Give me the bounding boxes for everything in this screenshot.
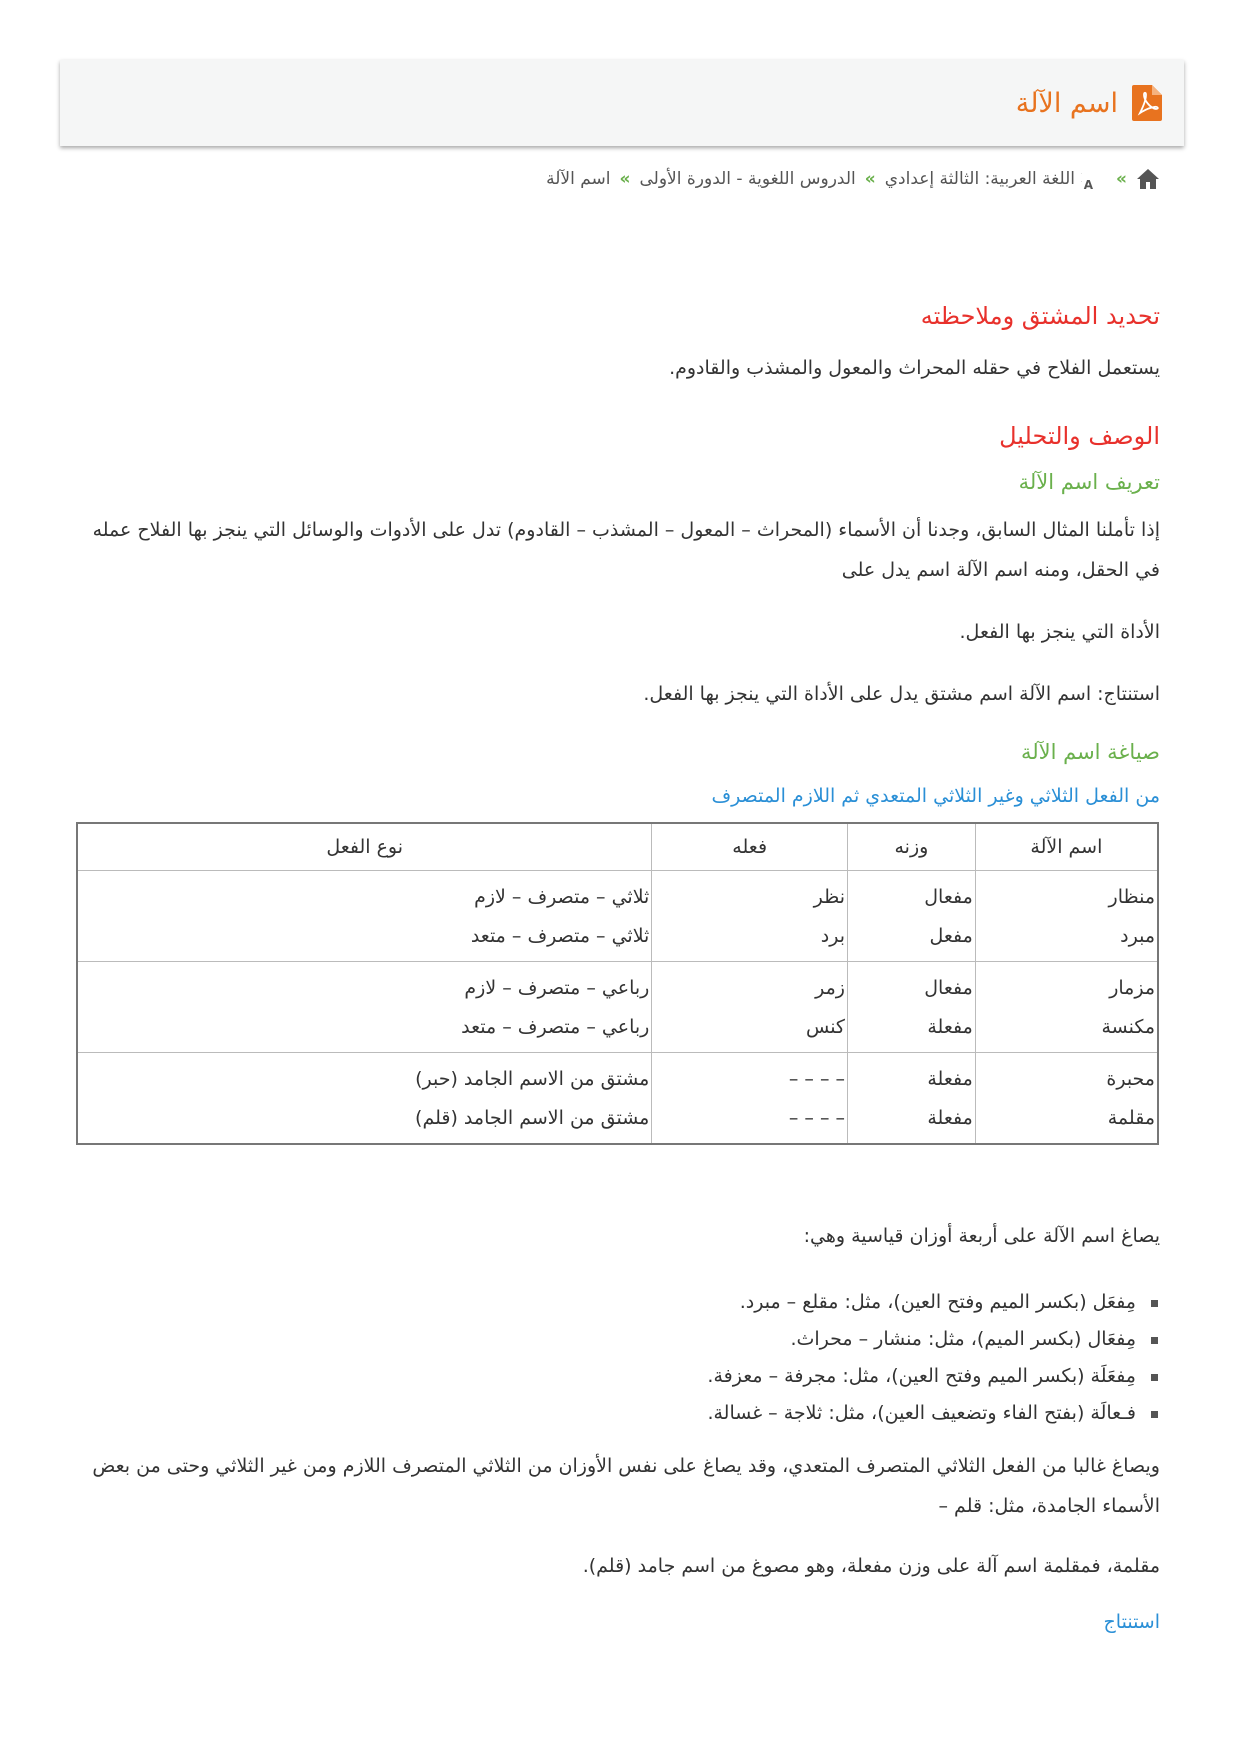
table-cell: مكنسة (975, 1007, 1158, 1053)
subheading-from-verb: من الفعل الثلاثي وغير الثلاثي المتعدي ثم اللازم المتصرف (711, 785, 1160, 807)
table-cell: برد (652, 916, 848, 962)
breadcrumb-separator: » (619, 169, 631, 189)
table-cell: رباعي – متصرف – متعد (77, 1007, 652, 1053)
table-cell: محبرة (975, 1053, 1158, 1099)
table-header: اسم الآلة (975, 823, 1158, 871)
svg-text:A: A (1083, 178, 1094, 190)
table-cell: زمر (652, 962, 848, 1008)
table-header: فعله (652, 823, 848, 871)
machine-noun-table (76, 822, 1159, 1145)
table-cell: مفعال (847, 962, 975, 1008)
table-cell: رباعي – متصرف – لازم (464, 976, 650, 999)
table-cell: مقلمة (975, 1098, 1158, 1144)
home-icon[interactable] (1136, 168, 1160, 190)
svg-text:文 (1081, 170, 1082, 184)
patterns-list (78, 1284, 1160, 1432)
table-cell: ثلاثي – متصرف – متعد (77, 916, 652, 962)
table-header: نوع الفعل (77, 823, 652, 871)
table-header: وزنه (847, 823, 975, 871)
table-cell: نظر (652, 871, 848, 917)
list-item: مِفعَلَة (بكسر الميم وفتح العين)، مثل: مجرفة – معزفة. (78, 1358, 1160, 1395)
table-cell: مبرد (975, 916, 1158, 962)
conclusion-link[interactable]: استنتاج (1103, 1611, 1160, 1633)
table-cell: كنس (652, 1007, 848, 1053)
translate-icon (1081, 168, 1107, 190)
table-cell: مزمار (975, 962, 1158, 1008)
formation-example: مقلمة، فمقلمة اسم آلة على وزن مفعلة، وهو مصوغ من اسم جامد (قلم). (582, 1555, 1160, 1577)
breadcrumb-separator: » (864, 169, 876, 189)
table-cell: مشتق من الاسم الجامد (قلم) (415, 1106, 650, 1129)
table-cell: منظار (975, 871, 1158, 917)
table-row (77, 1098, 1158, 1144)
breadcrumb-separator: » (1116, 169, 1127, 189)
subheading-definition: تعريف اسم الآلة (1018, 470, 1160, 494)
patterns-intro: يصاغ اسم الآلة على أربعة أوزان قياسية وهي: (803, 1225, 1160, 1247)
table-cell: – – – – (652, 1098, 848, 1144)
pdf-icon[interactable] (1132, 85, 1162, 121)
page-title: اسم الآلة (1015, 87, 1118, 119)
breadcrumb (546, 168, 1160, 190)
table-row (77, 962, 1158, 1008)
section-heading-identify: تحديد المشتق وملاحظته (920, 302, 1160, 330)
example-sentence: يستعمل الفلاح في حقله المحراث والمعول والمشذب والقادوم. (669, 357, 1160, 379)
breadcrumb-item-lessons[interactable]: الدروس اللغوية - الدورة الأولى (639, 169, 856, 189)
table-cell: مفعل (847, 916, 975, 962)
table-cell: مشتق من الاسم الجامد (حبر) (415, 1067, 650, 1090)
conclusion-paragraph: استنتاج: اسم الآلة اسم مشتق يدل على الأداة التي ينجز بها الفعل. (643, 683, 1160, 705)
title-bar (60, 60, 1184, 146)
subheading-formation: صياغة اسم الآلة (1020, 740, 1160, 764)
section-heading-analysis: الوصف والتحليل (999, 422, 1160, 450)
breadcrumb-item-subject[interactable]: اللغة العربية: الثالثة إعدادي (884, 169, 1076, 189)
list-item: فـعالَة (بفتح الفاء وتضعيف العين)، مثل: ثلاجة – غسالة. (78, 1395, 1160, 1432)
table-row (77, 871, 1158, 917)
table-cell: مفعلة (847, 1007, 975, 1053)
breadcrumb-item-current: اسم الآلة (546, 169, 611, 189)
table-cell: ثلاثي – متصرف – لازم (474, 885, 650, 908)
table-cell: مفعلة (847, 1053, 975, 1099)
table-row (77, 1007, 1158, 1053)
table-cell: مفعال (847, 871, 975, 917)
definition-paragraph: إذا تأملنا المثال السابق، وجدنا أن الأسماء (المحراث – المعول – المشذب – القادوم) تدل على الأدوات والوسائل التي ينجز بها الفلاح عمله في الحقل، ومنه اسم الآلة اسم يدل على (92, 519, 1160, 581)
formation-paragraph: ويصاغ غالبا من الفعل الثلاثي المتصرف المتعدي، وقد يصاغ على نفس الأوزان من الثلاثي المتصرف اللازم ومن غير الثلاثي وحتى من بعض الأسماء الجامدة، مثل: قلم – (92, 1455, 1160, 1517)
table-cell: مفعلة (847, 1098, 975, 1144)
table-cell: – – – – (652, 1053, 848, 1099)
list-item: مِفعَل (بكسر الميم وفتح العين)، مثل: مقلع – مبرد. (78, 1284, 1160, 1321)
table-row (77, 916, 1158, 962)
list-item: مِفعَال (بكسر الميم)، مثل: منشار – محراث. (78, 1321, 1160, 1358)
table-row (77, 1053, 1158, 1099)
definition-continuation: الأداة التي ينجز بها الفعل. (959, 621, 1160, 643)
